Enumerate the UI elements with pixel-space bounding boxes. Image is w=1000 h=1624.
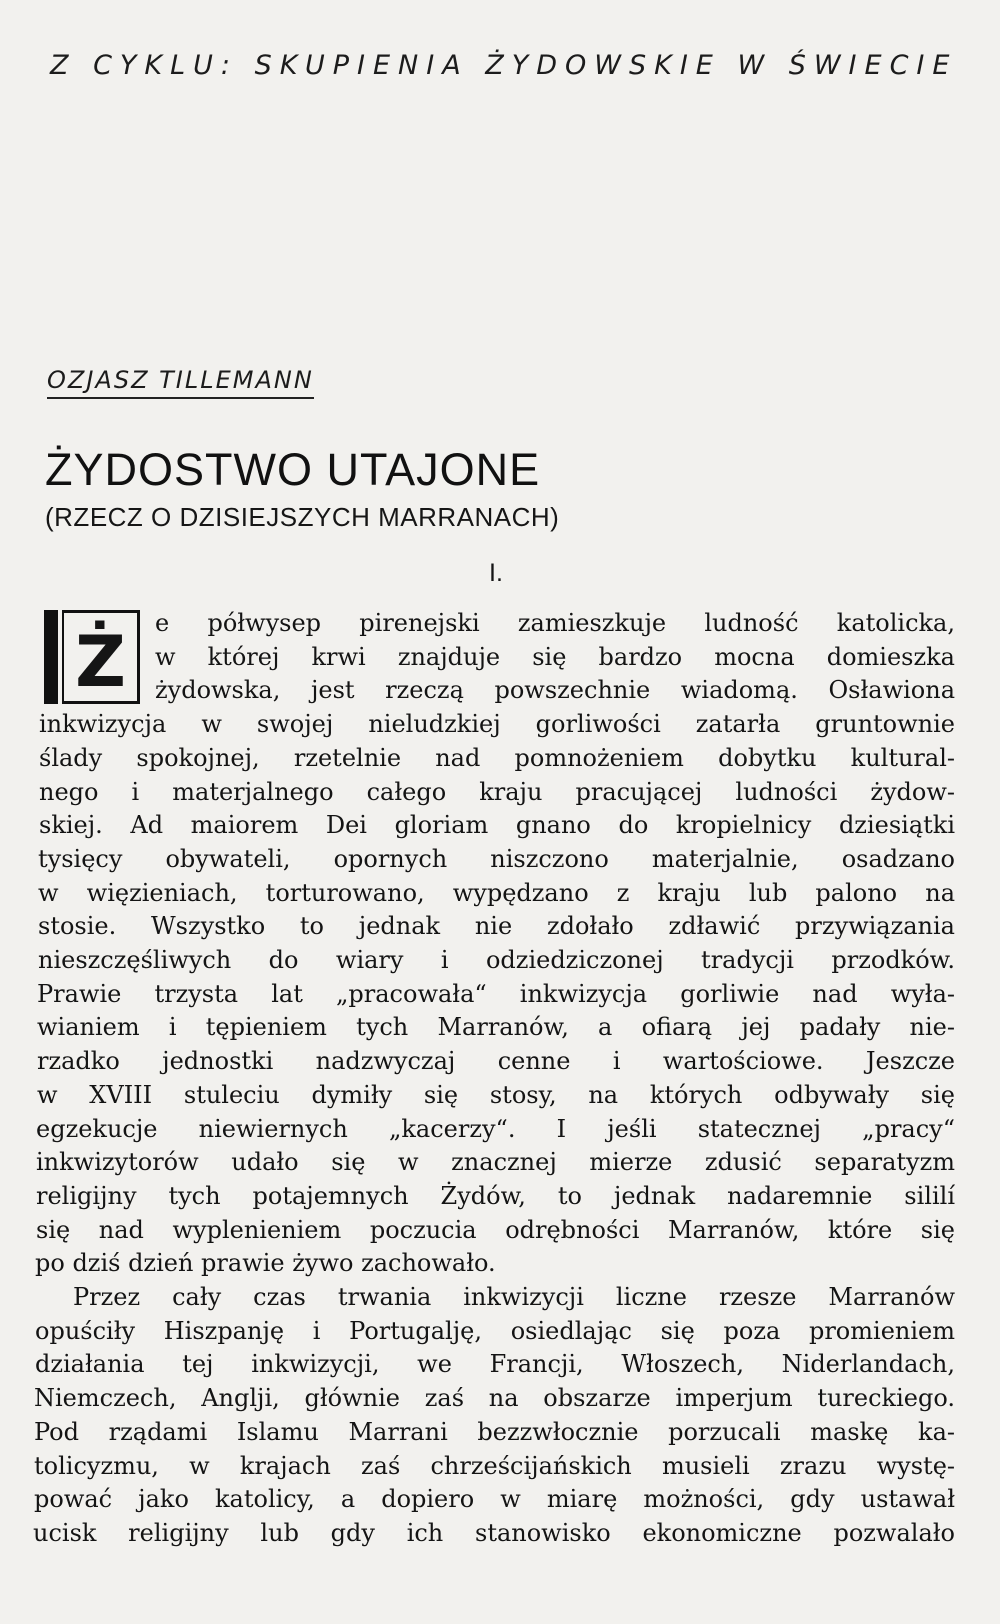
body-line: Prawie trzysta lat „pracowała“ inkwizycja gorliwie nad wyła- — [37, 980, 955, 1008]
body-line: ucisk religijny lub gdy ich stanowisko ekonomiczne pozwalało — [33, 1519, 955, 1547]
body-line: się nad wyplenieniem poczucia odrębności Marranów, które się — [36, 1216, 955, 1244]
article-title: ŻYDOSTWO UTAJONE — [45, 444, 541, 495]
series-header: Z CYKLU: SKUPIENIA ŻYDOWSKIE W ŚWIECIE — [50, 50, 958, 81]
section-number: I. — [489, 559, 503, 587]
body-line: w więzieniach, torturowano, wypędzano z kraju lub palono na — [38, 879, 955, 907]
body-line: żydowska, jest rzeczą powszechnie wiadomą. Osławiona — [155, 676, 955, 704]
body-line: nego i materjalnego całego kraju pracującej ludności żydow- — [39, 778, 955, 806]
article-subtitle: (RZECZ O DZISIEJSZYCH MARRANACH) — [45, 502, 560, 532]
body-line: stosie. Wszystko to jednak nie zdołało zdławić przywiązania — [38, 912, 955, 940]
body-line: Pod rządami Islamu Marrani bezzwłocznie porzucali maskę ka- — [34, 1418, 955, 1446]
body-line: pować jako katolicy, a dopiero w miarę możności, gdy ustawał — [34, 1485, 955, 1513]
body-line: rzadko jednostki nadzwyczaj cenne i wartościowe. Jeszcze — [37, 1047, 955, 1075]
body-line: tysięcy obywateli, opornych niszczono materjalnie, osadzano — [38, 845, 955, 873]
body-line: skiej. Ad maiorem Dei gloriam gnano do kropielnicy dziesiątki — [39, 811, 955, 839]
body-line: działania tej inkwizycji, we Francji, Włoszech, Niderlandach, — [35, 1350, 955, 1378]
body-line: Przez cały czas trwania inkwizycji liczne rzesze Marranów — [73, 1283, 955, 1311]
body-line: religijny tych potajemnych Żydów, to jednak nadaremnie sililí — [36, 1182, 955, 1210]
body-line: w której krwi znajduje się bardzo mocna domieszka — [155, 643, 955, 671]
body-line: inkwizytorów udało się w znacznej mierze zdusić separatyzm — [36, 1148, 955, 1176]
body-line: egzekucje niewiernych „kacerzy“. I jeśli statecznej „pracy“ — [36, 1115, 955, 1143]
body-line: nieszczęśliwych do wiary i odziedziczonej tradycji przodków. — [38, 946, 955, 974]
body-line: w XVIII stuleciu dymiły się stosy, na których odbywały się — [37, 1081, 955, 1109]
body-line: wianiem i tępieniem tych Marranów, a ofiarą jej padały nie- — [37, 1013, 955, 1041]
body-line: opuściły Hiszpanję i Portugalję, osiedlając się poza promieniem — [35, 1317, 955, 1345]
author-name: OZJASZ TILLEMANN — [47, 366, 314, 399]
body-line: inkwizycja w swojej nieludzkiej gorliwości zatarła gruntownie — [39, 710, 955, 738]
body-line: ślady spokojnej, rzetelnie nad pomnożeniem dobytku kultural- — [39, 744, 955, 772]
body-line: po dziś dzień prawie żywo zachowało. — [35, 1249, 496, 1277]
body-line: tolicyzmu, w krajach zaś chrześcijańskich musieli zrazu wystę- — [34, 1452, 955, 1480]
body-line: e półwysep pirenejski zamieszkuje ludność katolicka, — [155, 609, 955, 637]
drop-cap-letter: Ż — [62, 610, 140, 704]
body-line: Niemczech, Anglji, głównie zaś na obszarze imperjum tureckiego. — [34, 1384, 955, 1412]
